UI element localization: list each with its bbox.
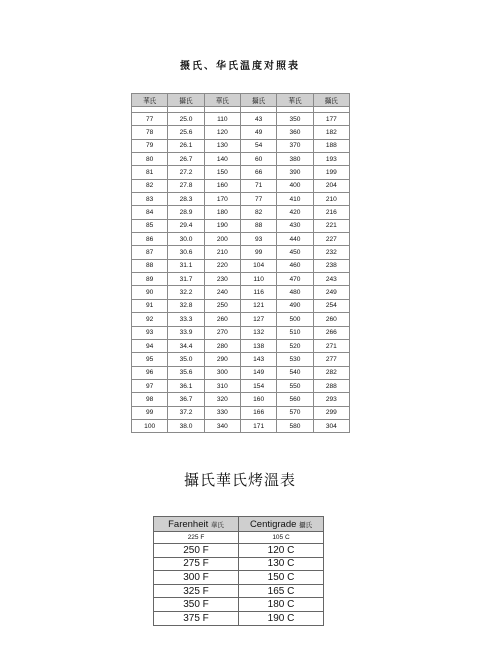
table-cell: 54 [240, 139, 276, 152]
table-cell: 33.3 [168, 313, 204, 326]
table-cell: 266 [313, 326, 349, 339]
table-cell: 110 [204, 113, 240, 126]
table-cell: 89 [132, 273, 168, 286]
table-cell: 77 [240, 193, 276, 206]
table-row [132, 219, 350, 232]
table-cell: 37.2 [168, 406, 204, 419]
table-cell: 199 [313, 166, 349, 179]
table-row [132, 126, 350, 139]
table-cell: 30.6 [168, 246, 204, 259]
table-cell: 140 [204, 153, 240, 166]
table-cell: 193 [313, 153, 349, 166]
table-cell: 165 C [239, 584, 324, 598]
table-cell: 221 [313, 219, 349, 232]
table-cell: 270 [204, 326, 240, 339]
table-header-row [154, 517, 324, 532]
table-cell: 88 [240, 219, 276, 232]
column-header: 攝氏 [313, 94, 349, 107]
table-cell: 232 [313, 246, 349, 259]
table-cell: 93 [132, 326, 168, 339]
table-cell: 78 [132, 126, 168, 139]
table-cell: 110 [240, 273, 276, 286]
table-row [132, 406, 350, 419]
table-row [132, 353, 350, 366]
table-cell: 188 [313, 139, 349, 152]
table-cell: 104 [240, 259, 276, 272]
table-cell: 390 [277, 166, 313, 179]
table-cell: 271 [313, 339, 349, 352]
table-cell: 480 [277, 286, 313, 299]
table-cell: 116 [240, 286, 276, 299]
table-cell: 375 F [154, 611, 239, 625]
table-cell: 100 [132, 419, 168, 432]
table-cell: 130 [204, 139, 240, 152]
table-cell: 138 [240, 339, 276, 352]
table-cell: 182 [313, 126, 349, 139]
table-row [154, 544, 324, 558]
table-cell: 170 [204, 193, 240, 206]
table-cell: 25.0 [168, 113, 204, 126]
table-row [154, 611, 324, 625]
table-cell: 243 [313, 273, 349, 286]
table-cell: 249 [313, 286, 349, 299]
table-cell: 91 [132, 299, 168, 312]
column-header: 攝氏 [168, 94, 204, 107]
table-cell: 84 [132, 206, 168, 219]
table-cell: 470 [277, 273, 313, 286]
table-header-row [132, 94, 350, 107]
table-cell: 304 [313, 419, 349, 432]
table-cell: 380 [277, 153, 313, 166]
table-cell: 29.4 [168, 219, 204, 232]
table-cell: 410 [277, 193, 313, 206]
table-cell: 82 [132, 179, 168, 192]
column-header: 華氏 [204, 94, 240, 107]
oven-table-title: 攝氏華氏烤溫表 [183, 471, 296, 489]
table-cell: 277 [313, 353, 349, 366]
table-cell: 92 [132, 313, 168, 326]
table-cell: 82 [240, 206, 276, 219]
table-cell: 97 [132, 379, 168, 392]
table-row [132, 246, 350, 259]
table-cell: 325 F [154, 584, 239, 598]
table-cell: 190 [204, 219, 240, 232]
table-cell: 530 [277, 353, 313, 366]
table-cell: 99 [132, 406, 168, 419]
table-cell: 85 [132, 219, 168, 232]
table-cell: 26.7 [168, 153, 204, 166]
oven-temperature-table [153, 516, 324, 626]
table-cell: 275 F [154, 557, 239, 571]
table-cell: 60 [240, 153, 276, 166]
table-cell: 288 [313, 379, 349, 392]
table-cell: 299 [313, 406, 349, 419]
table-row [132, 273, 350, 286]
table-cell: 77 [132, 113, 168, 126]
table-cell: 35.0 [168, 353, 204, 366]
table-row [154, 571, 324, 585]
table-cell: 570 [277, 406, 313, 419]
table-cell: 180 [204, 206, 240, 219]
table-cell: 149 [240, 366, 276, 379]
table-row [132, 286, 350, 299]
table-cell: 216 [313, 206, 349, 219]
table-cell: 200 [204, 233, 240, 246]
table-cell: 36.7 [168, 393, 204, 406]
table-row [132, 339, 350, 352]
table-cell: 225 F [154, 532, 239, 544]
table-cell: 190 C [239, 611, 324, 625]
column-header: 華氏 [277, 94, 313, 107]
table-cell: 38.0 [168, 419, 204, 432]
table-cell: 27.8 [168, 179, 204, 192]
table-cell: 400 [277, 179, 313, 192]
table-cell: 121 [240, 299, 276, 312]
column-header: 華氏 [132, 94, 168, 107]
table-cell: 310 [204, 379, 240, 392]
table-cell: 360 [277, 126, 313, 139]
table-cell: 28.9 [168, 206, 204, 219]
table-cell: 90 [132, 286, 168, 299]
table-cell: 300 F [154, 571, 239, 585]
table-cell: 26.1 [168, 139, 204, 152]
table-cell: 105 C [239, 532, 324, 544]
table-row [132, 139, 350, 152]
table-cell: 99 [240, 246, 276, 259]
temperature-conversion-table [131, 93, 350, 433]
table-cell: 98 [132, 393, 168, 406]
table-cell: 143 [240, 353, 276, 366]
celsius-header-label: Centigrade [249, 518, 297, 530]
table-cell: 240 [204, 286, 240, 299]
table-row [154, 598, 324, 612]
table-row [132, 326, 350, 339]
table-cell: 300 [204, 366, 240, 379]
table-cell: 177 [313, 113, 349, 126]
table-cell: 88 [132, 259, 168, 272]
table-cell: 420 [277, 206, 313, 219]
table-cell: 340 [204, 419, 240, 432]
table-cell: 160 [240, 393, 276, 406]
table-cell: 238 [313, 259, 349, 272]
table-cell: 171 [240, 419, 276, 432]
table-cell: 132 [240, 326, 276, 339]
table-cell: 510 [277, 326, 313, 339]
table-cell: 150 C [239, 571, 324, 585]
table-cell: 282 [313, 366, 349, 379]
table-cell: 250 F [154, 544, 239, 558]
table-row [132, 166, 350, 179]
column-header: 攝氏 [240, 94, 276, 107]
table-row [132, 179, 350, 192]
table-cell: 120 [204, 126, 240, 139]
table-cell: 34.4 [168, 339, 204, 352]
table-cell: 87 [132, 246, 168, 259]
table-cell: 430 [277, 219, 313, 232]
table-cell: 370 [277, 139, 313, 152]
table-cell: 290 [204, 353, 240, 366]
table-cell: 86 [132, 233, 168, 246]
table-cell: 160 [204, 179, 240, 192]
table-row [132, 206, 350, 219]
table-cell: 440 [277, 233, 313, 246]
table-cell: 71 [240, 179, 276, 192]
table-cell: 32.8 [168, 299, 204, 312]
fahrenheit-header-cjk: 華氏 [210, 521, 224, 529]
table-row [132, 259, 350, 272]
table-cell: 230 [204, 273, 240, 286]
table-cell: 220 [204, 259, 240, 272]
table-cell: 580 [277, 419, 313, 432]
table-cell: 227 [313, 233, 349, 246]
table-cell: 210 [313, 193, 349, 206]
table-cell: 150 [204, 166, 240, 179]
table-cell: 49 [240, 126, 276, 139]
table-cell: 96 [132, 366, 168, 379]
table-cell: 25.6 [168, 126, 204, 139]
table-cell: 30.0 [168, 233, 204, 246]
table-cell: 254 [313, 299, 349, 312]
table-cell: 350 [277, 113, 313, 126]
table-cell: 320 [204, 393, 240, 406]
table-cell: 33.9 [168, 326, 204, 339]
table-cell: 83 [132, 193, 168, 206]
table-row [132, 153, 350, 166]
table-cell: 490 [277, 299, 313, 312]
table-row [132, 313, 350, 326]
table-row [132, 299, 350, 312]
table-cell: 32.2 [168, 286, 204, 299]
table-cell: 36.1 [168, 379, 204, 392]
table-cell: 120 C [239, 544, 324, 558]
table-cell: 204 [313, 179, 349, 192]
table-cell: 35.6 [168, 366, 204, 379]
table-cell: 28.3 [168, 193, 204, 206]
table-row [132, 419, 350, 432]
table-cell: 450 [277, 246, 313, 259]
table-cell: 31.7 [168, 273, 204, 286]
table-row [132, 379, 350, 392]
table-row [132, 393, 350, 406]
table-cell: 127 [240, 313, 276, 326]
table-cell: 180 C [239, 598, 324, 612]
table-cell: 350 F [154, 598, 239, 612]
table-cell: 500 [277, 313, 313, 326]
table-cell: 560 [277, 393, 313, 406]
table-cell: 27.2 [168, 166, 204, 179]
table-cell: 260 [313, 313, 349, 326]
table-row [132, 233, 350, 246]
table-cell: 154 [240, 379, 276, 392]
celsius-header [239, 517, 324, 532]
table-cell: 94 [132, 339, 168, 352]
table-cell: 550 [277, 379, 313, 392]
table-row [154, 532, 324, 544]
table-cell: 93 [240, 233, 276, 246]
table-cell: 130 C [239, 557, 324, 571]
table-cell: 95 [132, 353, 168, 366]
table-row [132, 366, 350, 379]
table-cell: 79 [132, 139, 168, 152]
table-row [154, 584, 324, 598]
table-cell: 520 [277, 339, 313, 352]
table-cell: 80 [132, 153, 168, 166]
table-cell: 43 [240, 113, 276, 126]
fahrenheit-header-label: Farenheit [168, 518, 209, 530]
fahrenheit-header [154, 517, 239, 532]
table-cell: 460 [277, 259, 313, 272]
table-cell: 540 [277, 366, 313, 379]
table-row [132, 193, 350, 206]
page-title: 摄氏、华氏温度对照表 [180, 61, 300, 72]
table-cell: 166 [240, 406, 276, 419]
celsius-header-cjk: 攝氏 [299, 521, 313, 529]
table-cell: 330 [204, 406, 240, 419]
table-cell: 280 [204, 339, 240, 352]
table-cell: 260 [204, 313, 240, 326]
table-cell: 31.1 [168, 259, 204, 272]
table-cell: 293 [313, 393, 349, 406]
table-cell: 81 [132, 166, 168, 179]
table-cell: 250 [204, 299, 240, 312]
table-cell: 210 [204, 246, 240, 259]
table-row [154, 557, 324, 571]
table-row [132, 113, 350, 126]
table-cell: 66 [240, 166, 276, 179]
